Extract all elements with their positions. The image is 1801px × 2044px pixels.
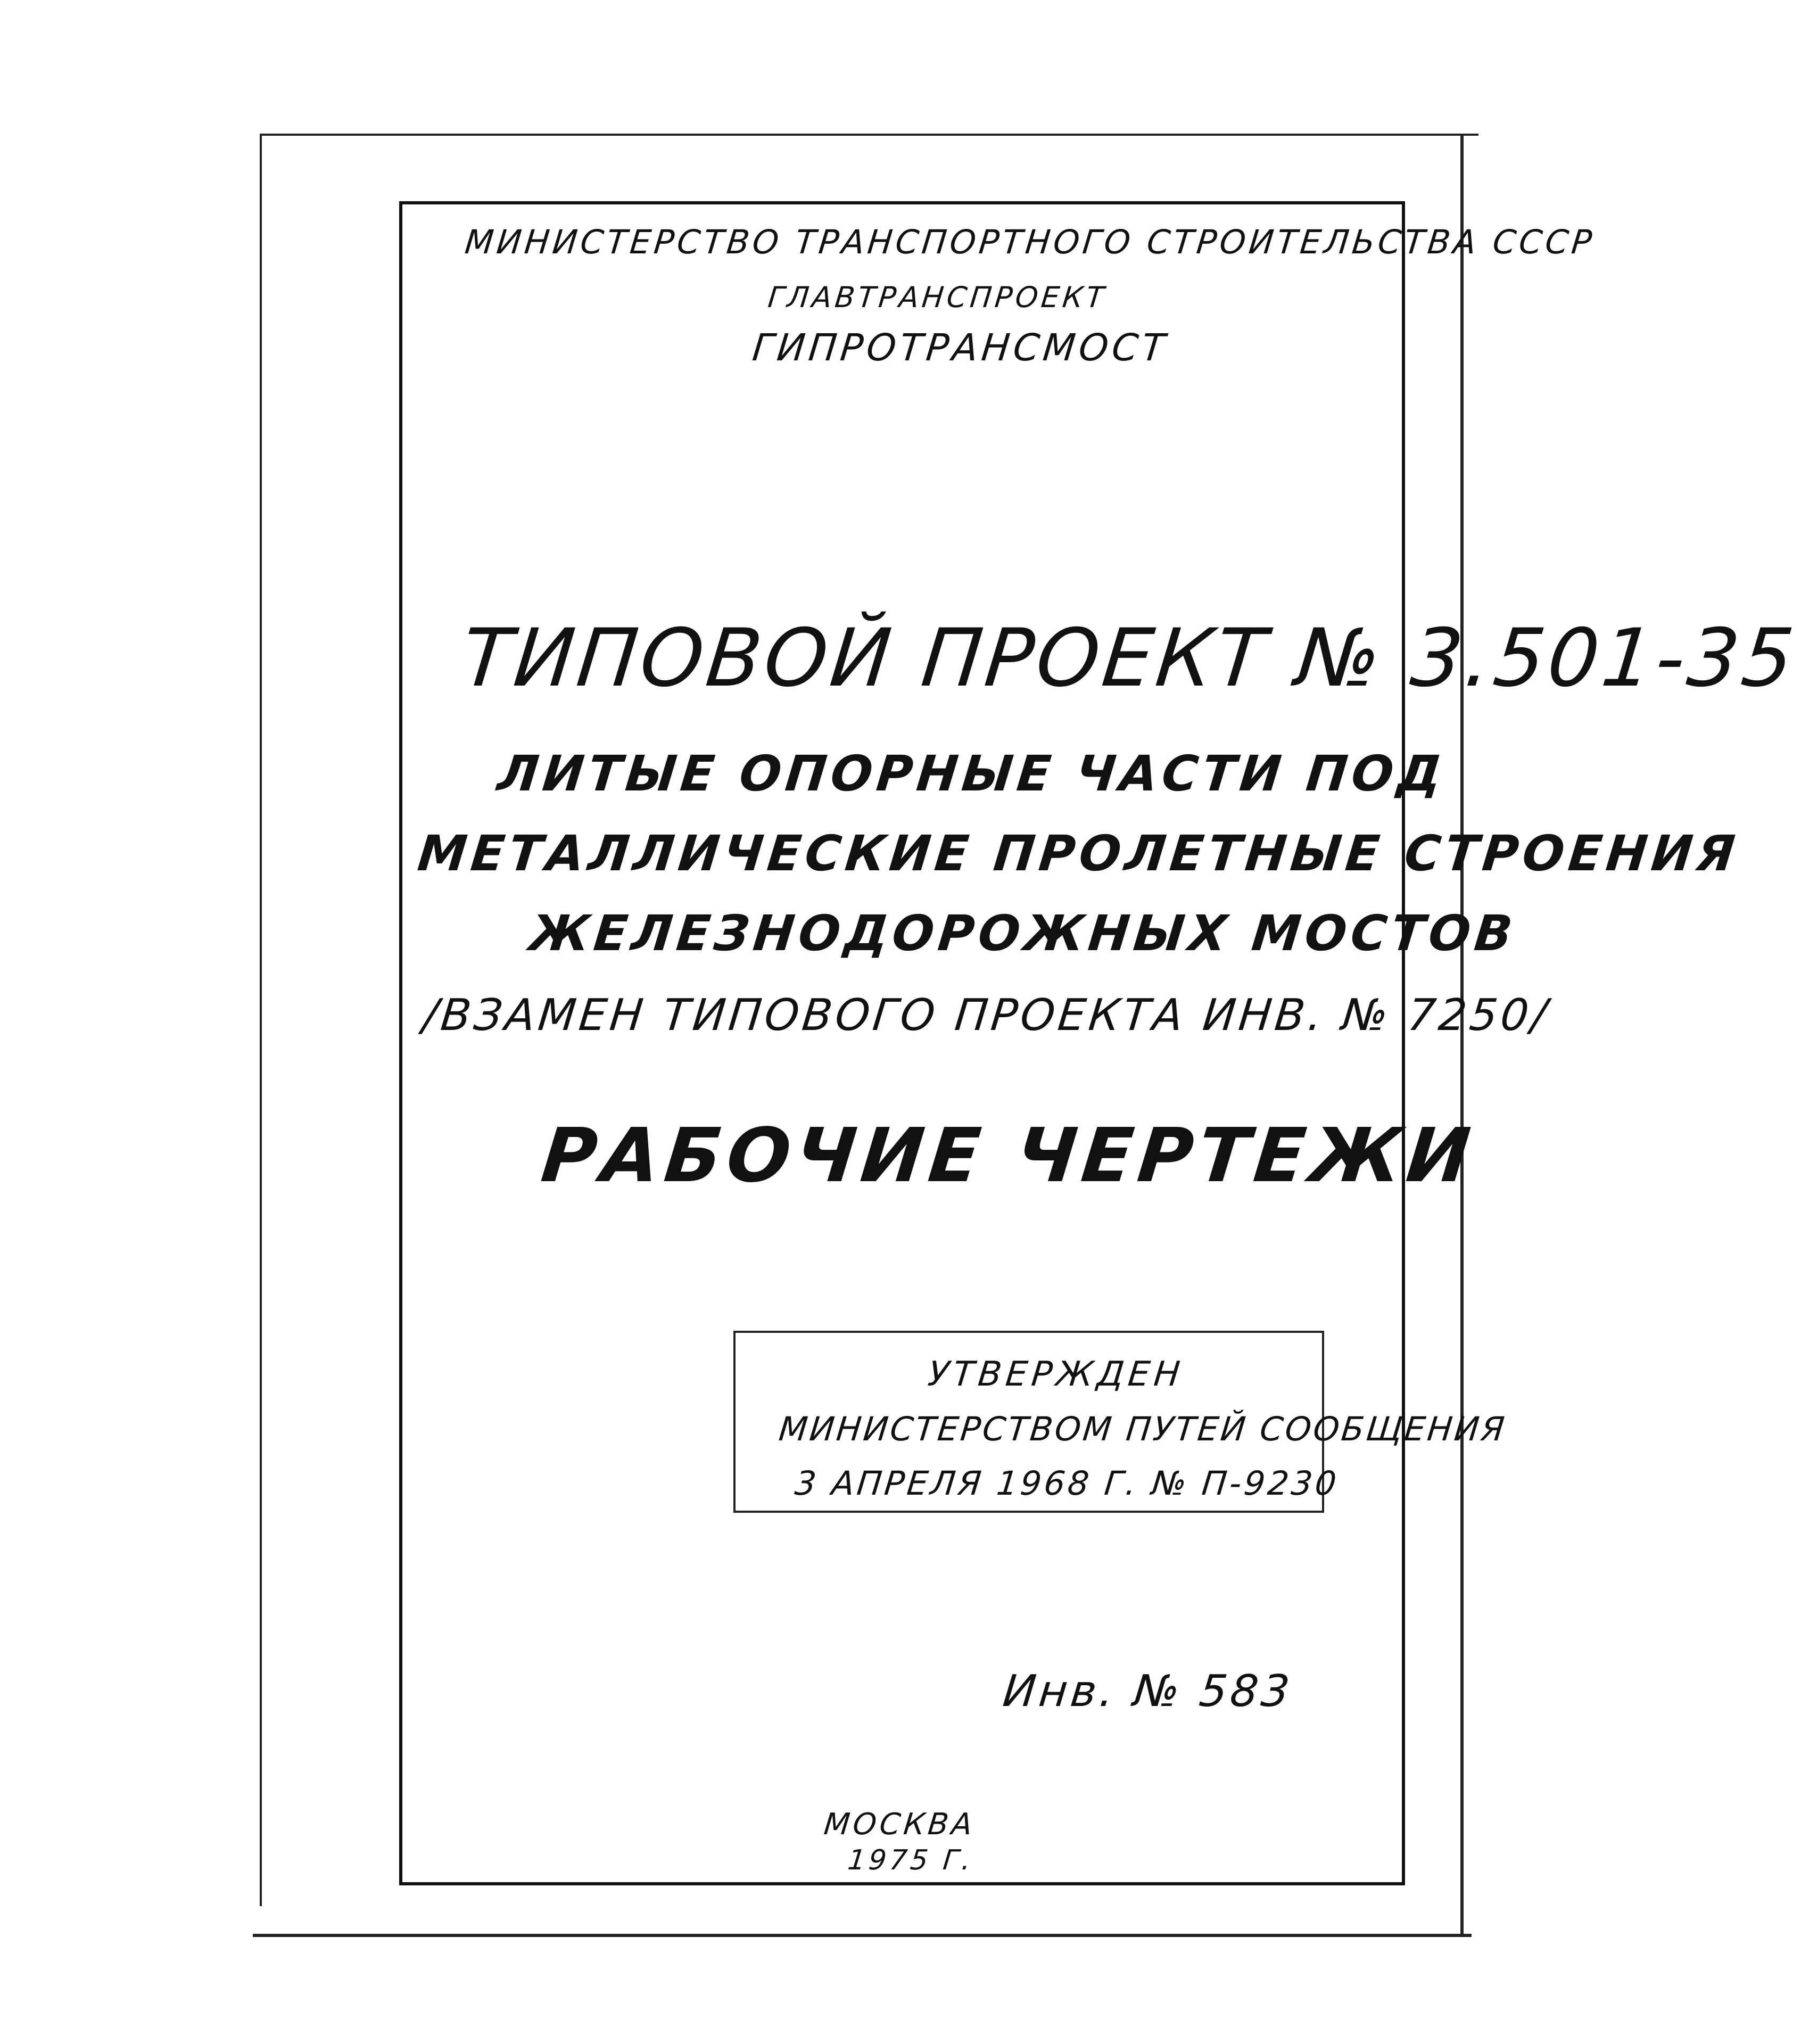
- sheet-top-edge: [260, 134, 1478, 136]
- institute-name: ГИПРОТРАНСМОСТ: [750, 326, 1171, 369]
- project-description-line: ЖЕЛЕЗНОДОРОЖНЫХ МОСТОВ: [527, 905, 1519, 962]
- organization-name: ГЛАВТРАНСПРОЕКТ: [766, 281, 1109, 314]
- ministry-name: МИНИСТЕРСТВО ТРАНСПОРТНОГО СТРОИТЕЛЬСТВА СССР: [463, 222, 1597, 261]
- document-type: РАБОЧИЕ ЧЕРТЕЖИ: [538, 1112, 1480, 1199]
- sheet-left-edge: [260, 134, 262, 1906]
- replacement-note: /ВЗАМЕН ТИПОВОГО ПРОЕКТА ИНВ. № 7250/: [420, 990, 1552, 1041]
- project-title: ТИПОВОЙ ПРОЕКТ № 3.501-35: [458, 612, 1801, 705]
- sheet-bottom-edge: [253, 1934, 1472, 1937]
- project-description-line: МЕТАЛЛИЧЕСКИЕ ПРОЛЕТНЫЕ СТРОЕНИЯ: [415, 825, 1742, 882]
- inventory-number: Инв. № 583: [1001, 1666, 1295, 1717]
- approval-date-number: 3 АПРЕЛЯ 1968 Г. № П-9230: [793, 1464, 1341, 1503]
- project-description-line: ЛИТЫЕ ОПОРНЫЕ ЧАСТИ ПОД: [495, 745, 1449, 802]
- approval-status: УТВЕРЖДЕН: [926, 1355, 1186, 1394]
- publication-year: 1975 Г.: [846, 1844, 976, 1876]
- approving-authority: МИНИСТЕРСТВОМ ПУТЕЙ СООБЩЕНИЯ: [777, 1410, 1509, 1448]
- title-page-frame: [399, 201, 1405, 1885]
- publication-city: МОСКВА: [822, 1807, 977, 1842]
